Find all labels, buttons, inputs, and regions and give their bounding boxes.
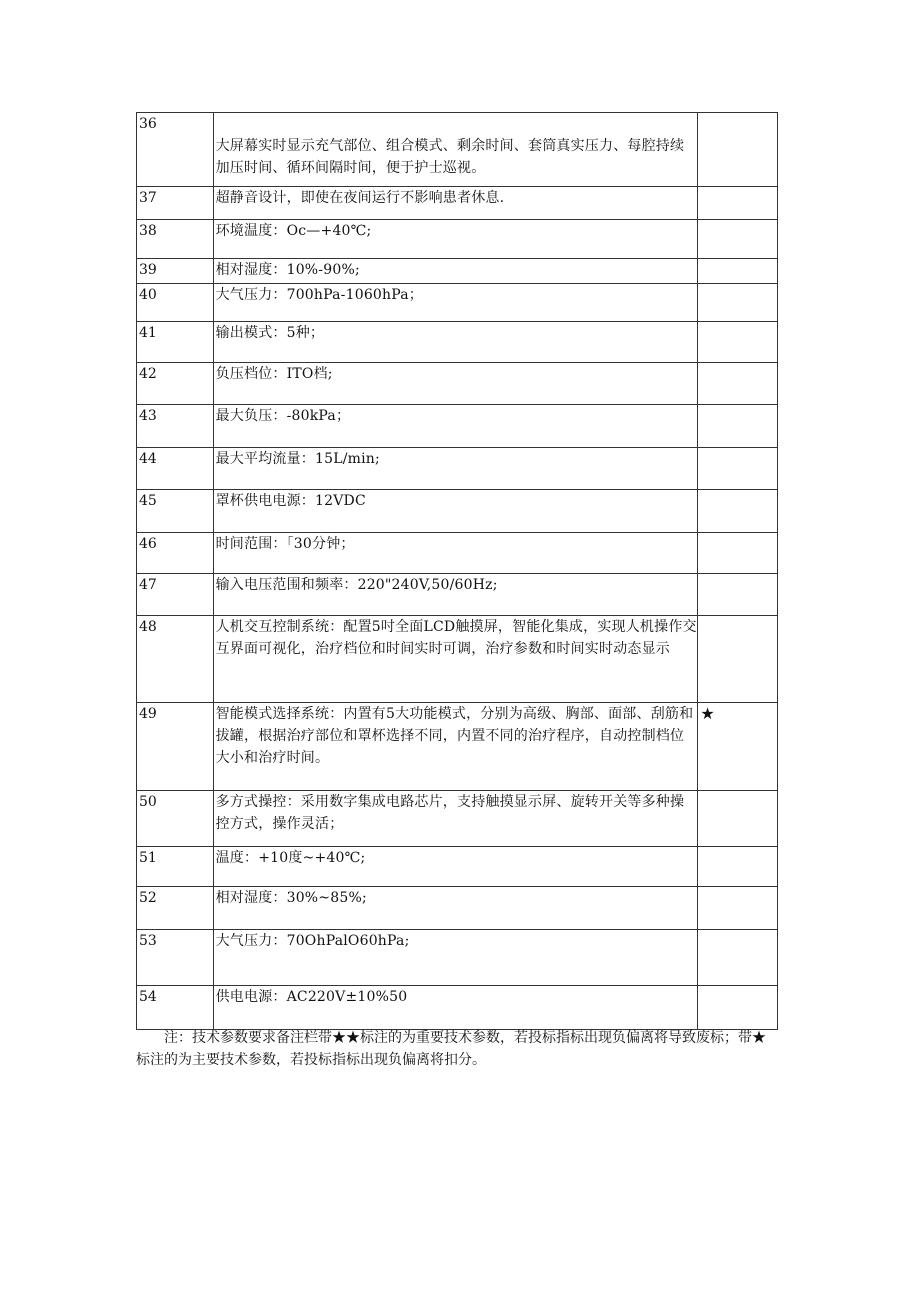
row-number: 51 (137, 847, 214, 887)
row-mark (698, 791, 778, 847)
table-row (137, 986, 778, 1030)
row-mark (698, 490, 778, 533)
table-row (137, 574, 778, 616)
row-number: 36 (137, 113, 214, 187)
row-number: 39 (137, 259, 214, 284)
row-number: 48 (137, 616, 214, 703)
row-mark (698, 220, 778, 259)
table-row (137, 930, 778, 986)
table-row (137, 322, 778, 363)
row-content: 最大平均流量：15L/min; (213, 448, 698, 490)
row-mark (698, 847, 778, 887)
table-row (137, 791, 778, 847)
row-content: 智能模式选择系统：内置有5大功能模式，分别为高级、胸部、面部、刮筋和拔罐，根据治疗部位和罩杯选择不同，内置不同的治疗程序，自动控制档位大小和治疗时间。 (213, 703, 698, 791)
table-row (137, 887, 778, 930)
row-mark (698, 187, 778, 220)
row-content: 罩杯供电电源：12VDC (213, 490, 698, 533)
row-content: 温度：+10度~+40℃; (213, 847, 698, 887)
row-content: 供电电源：AC220V±10%50 (213, 986, 698, 1030)
row-content: 环境温度：Oc—+40℃; (213, 220, 698, 259)
row-mark (698, 574, 778, 616)
row-content: 最大负压：-80kPa； (213, 405, 698, 448)
row-number: 50 (137, 791, 214, 847)
table-row (137, 113, 778, 187)
table-row (137, 220, 778, 259)
row-content: 相对湿度：30%~85%; (213, 887, 698, 930)
row-mark (698, 113, 778, 187)
row-content: 输出模式：5种； (213, 322, 698, 363)
row-content: 输入电压范围和频率：220"240V,50/60Hz; (213, 574, 698, 616)
spec-table (136, 112, 778, 1030)
row-mark (698, 284, 778, 322)
row-number: 47 (137, 574, 214, 616)
star-mark: ★ (698, 703, 778, 791)
table-row (137, 187, 778, 220)
row-number: 44 (137, 448, 214, 490)
row-mark (698, 322, 778, 363)
row-content: 时间范围：「30分钟； (213, 533, 698, 574)
table-row (137, 703, 778, 791)
row-number: 38 (137, 220, 214, 259)
row-content: 负压档位：ITO档; (213, 363, 698, 405)
footnote: 注：技术参数要求备注栏带★★标注的为重要技术参数，若投标指标出现负偏离将导致废标；带★标注的为主要技术参数，若投标指标出现负偏离将扣分。 (136, 1030, 766, 1068)
row-number: 53 (137, 930, 214, 986)
row-content: 大气压力：70OhPalO60hPa; (213, 930, 698, 986)
row-number: 42 (137, 363, 214, 405)
table-row (137, 284, 778, 322)
row-content: 人机交互控制系统：配置5吋全面LCD触摸屏，智能化集成，实现人机操作交互界面可视化，治疗档位和时间实时可调，治疗参数和时间实时动态显示 (213, 616, 698, 703)
table-row (137, 259, 778, 284)
row-mark (698, 405, 778, 448)
row-content: 大屏幕实时显示充气部位、组合模式、剩余时间、套筒真实压力、每腔持续加压时间、循环间隔时间，便于护士巡视。 (213, 113, 698, 187)
row-mark (698, 448, 778, 490)
table-row (137, 616, 778, 703)
row-number: 41 (137, 322, 214, 363)
row-number: 46 (137, 533, 214, 574)
row-number: 45 (137, 490, 214, 533)
row-content: 超静音设计，即使在夜间运行不影响患者休息. (213, 187, 698, 220)
row-number: 43 (137, 405, 214, 448)
row-number: 49 (137, 703, 214, 791)
row-content: 相对湿度：10%-90%; (213, 259, 698, 284)
row-content: 大气压力：700hPa-1060hPa； (213, 284, 698, 322)
row-mark (698, 930, 778, 986)
table-row (137, 490, 778, 533)
table-row (137, 847, 778, 887)
row-mark (698, 363, 778, 405)
table-row (137, 405, 778, 448)
table-row (137, 448, 778, 490)
table-row (137, 533, 778, 574)
row-number: 37 (137, 187, 214, 220)
row-number: 54 (137, 986, 214, 1030)
row-mark (698, 616, 778, 703)
row-content: 多方式操控：采用数字集成电路芯片，支持触摸显示屏、旋转开关等多种操控方式，操作灵活； (213, 791, 698, 847)
table-row (137, 363, 778, 405)
row-number: 40 (137, 284, 214, 322)
row-number: 52 (137, 887, 214, 930)
row-mark (698, 259, 778, 284)
row-mark (698, 887, 778, 930)
row-mark (698, 533, 778, 574)
row-mark (698, 986, 778, 1030)
